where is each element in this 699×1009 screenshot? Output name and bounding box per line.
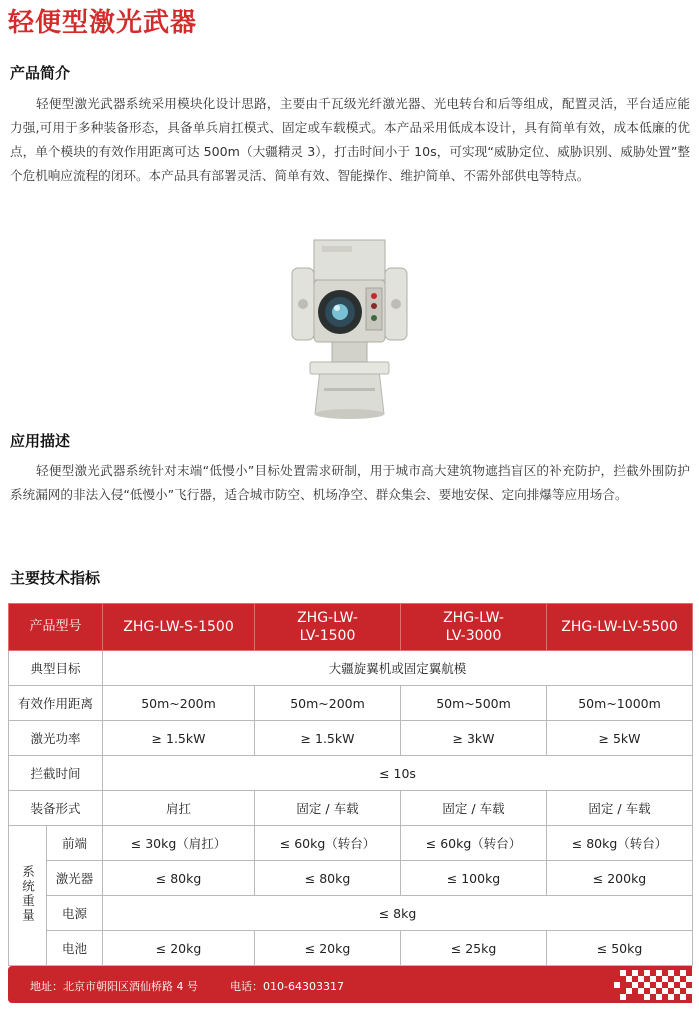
cell-value: 50m~500m — [401, 686, 547, 721]
application-heading: 应用描述 — [10, 432, 71, 450]
footer-phone: 电话：010-64303317 — [230, 980, 344, 993]
row-label: 前端 — [47, 826, 103, 861]
cell-value: 固定 / 车载 — [401, 791, 547, 826]
cell-value: ≤ 60kg（转台） — [401, 826, 547, 861]
model-label-header: 产品型号 — [9, 604, 103, 651]
table-header-row — [9, 604, 693, 651]
model-name: ZHG-LW- LV-3000 — [443, 610, 504, 644]
table-row — [9, 756, 693, 791]
cell-value: ≤ 100kg — [401, 861, 547, 896]
footer-address: 地址：北京市朝阳区酒仙桥路 4 号 — [30, 980, 198, 993]
checker-pattern-icon — [608, 966, 692, 1003]
spec-heading: 主要技术指标 — [10, 569, 101, 587]
row-label: 电池 — [47, 931, 103, 966]
model-name: ZHG-LW- LV-1500 — [297, 610, 358, 644]
cell-value: ≤ 10s — [103, 756, 693, 791]
row-label: 激光器 — [47, 861, 103, 896]
table-row — [9, 721, 693, 756]
cell-value: ≤ 20kg — [103, 931, 255, 966]
table-row — [9, 896, 693, 931]
intro-heading: 产品简介 — [10, 64, 71, 82]
table-row — [9, 931, 693, 966]
system-weight-text: 系统重量 — [20, 865, 36, 923]
cell-value: ≤ 25kg — [401, 931, 547, 966]
cell-value: 固定 / 车载 — [547, 791, 693, 826]
row-label: 有效作用距离 — [9, 686, 103, 721]
model-header — [547, 604, 693, 651]
cell-value: ≥ 1.5kW — [103, 721, 255, 756]
row-label: 电源 — [47, 896, 103, 931]
cell-value: 50m~1000m — [547, 686, 693, 721]
system-weight-label — [9, 826, 47, 966]
cell-value: ≤ 80kg（转台） — [547, 826, 693, 861]
table-row — [9, 651, 693, 686]
model-header — [255, 604, 401, 651]
row-label: 典型目标 — [9, 651, 103, 686]
page-title: 轻便型激光武器 — [8, 8, 198, 38]
cell-value: ≤ 20kg — [255, 931, 401, 966]
cell-value: ≥ 1.5kW — [255, 721, 401, 756]
cell-value: 肩扛 — [103, 791, 255, 826]
intro-paragraph: 轻便型激光武器系统采用模块化设计思路，主要由千瓦级光纤激光器、光电转台和后等组成，配置灵活，平台适应能力强,可用于多种装备形态，具备单兵肩扛模式、固定或车载模式。本产品采用低成本设计，具有简单有效，成本低廉的优点，单个模块的有效作用距离可达 500m（大疆精灵 3），打击时间小于 10s，可实现“威胁定位、威胁识别、威胁处置”整个危机响应流程的闭环。本产品具有部署灵活、简单有效、智能操作、维护简单、不需外部供电等特点。 — [10, 96, 690, 183]
cell-value: ≥ 3kW — [401, 721, 547, 756]
table-row — [9, 686, 693, 721]
cell-value: ≤ 60kg（转台） — [255, 826, 401, 861]
cell-value: ≤ 80kg — [103, 861, 255, 896]
table-row — [9, 861, 693, 896]
model-name: ZHG-LW-S-1500 — [123, 619, 234, 635]
laser-turret-photo — [282, 238, 417, 420]
model-name: ZHG-LW-LV-5500 — [561, 619, 678, 635]
spec-table — [8, 603, 693, 966]
footer-bar — [8, 966, 692, 1003]
cell-value: ≥ 5kW — [547, 721, 693, 756]
cell-value: ≤ 8kg — [103, 896, 693, 931]
cell-value: ≤ 30kg（肩扛） — [103, 826, 255, 861]
cell-value: 50m~200m — [255, 686, 401, 721]
model-header — [103, 604, 255, 651]
cell-value: 大疆旋翼机或固定翼航模 — [103, 651, 693, 686]
application-paragraph: 轻便型激光武器系统针对末端“低慢小”目标处置需求研制，用于城市高大建筑物遮挡盲区的补充防护，拦截外围防护系统漏网的非法入侵“低慢小”飞行器，适合城市防空、机场净空、群众集会、要地安保、定向排爆等应用场合。 — [10, 463, 690, 502]
cell-value: 50m~200m — [103, 686, 255, 721]
table-row — [9, 791, 693, 826]
model-header — [401, 604, 547, 651]
cell-value: ≤ 80kg — [255, 861, 401, 896]
cell-value: 固定 / 车载 — [255, 791, 401, 826]
cell-value: ≤ 50kg — [547, 931, 693, 966]
row-label: 装备形式 — [9, 791, 103, 826]
row-label: 拦截时间 — [9, 756, 103, 791]
row-label: 激光功率 — [9, 721, 103, 756]
cell-value: ≤ 200kg — [547, 861, 693, 896]
table-row — [9, 826, 693, 861]
